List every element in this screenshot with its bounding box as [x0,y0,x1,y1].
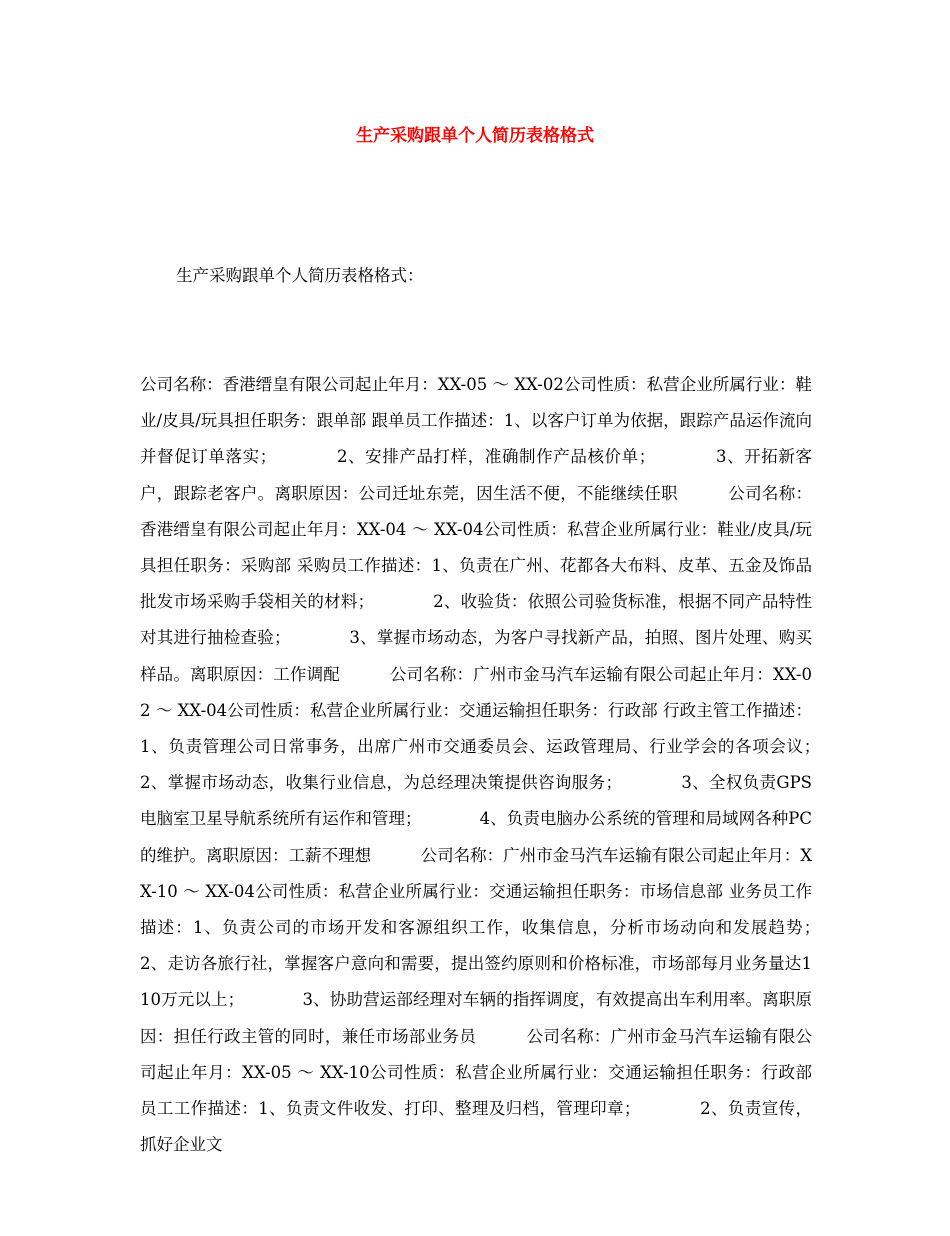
resume-content-paragraph: 公司名称：香港缙皇有限公司起止年月：XX-05 ～ XX-02公司性质：私营企业所属行业：鞋业/皮具/玩具担任职务：跟单部 跟单员工作描述：1、以客户订单为依据，跟踪产品运作流向并督促订单落实； 2、安排产品打样，准确制作产品核价单； 3、开拓新客户，跟踪老客户。离职原因：公司迁址东莞，因生活不便，不能继续任职 公司名称：香港缙皇有限公司起止年月：XX-04 ～ XX-04公司性质：私营企业所属行业：鞋业/皮具/玩具担任职务：采购部 采购员工作描述：1、负责在广州、花都各大布料、皮革、五金及饰品批发市场采购手袋相关的材料； 2、收验货：依照公司验货标准，根据不同产品特性对其进行抽检查验； 3、掌握市场动态，为客户寻找新产品，拍照、图片处理、购买样品。离职原因：工作调配 公司名称：广州市金马汽车运输有限公司起止年月：XX-02 ～ XX-04公司性质：私营企业所属行业：交通运输担任职务：行政部 行政主管工作描述：1、负责管理公司日常事务，出席广州市交通委员会、运政管理局、行业学会的各项会议； 2、掌握市场动态，收集行业信息，为总经理决策提供咨询服务； 3、全权负责GPS电脑室卫星导航系统所有运作和管理； 4、负责电脑办公系统的管理和局域网各种PC的维护。离职原因：工薪不理想 公司名称：广州市金马汽车运输有限公司起止年月：XX-10 ～ XX-04公司性质：私营企业所属行业：交通运输担任职务：市场信息部 业务员工作描述：1、负责公司的市场开发和客源组织工作，收集信息，分析市场动向和发展趋势； 2、走访各旅行社，掌握客户意向和需要，提出签约原则和价格标准，市场部每月业务量达110万元以上； 3、协助营运部经理对车辆的指挥调度，有效提高出车利用率。离职原因：担任行政主管的同时，兼任市场部业务员 公司名称：广州市金马汽车运输有限公司起止年月：XX-05 ～ XX-10公司性质：私营企业所属行业：交通运输担任职务：行政部 员工工作描述：1、负责文件收发、打印、整理及归档，管理印章； 2、负责宣传，抓好企业文 [140,375,878,1155]
document-body [140,186,878,1236]
intro-paragraph: 生产采购跟单个人简历表格格式： [176,266,424,286]
document-title: 生产采购跟单个人简历表格格式 [356,126,594,146]
